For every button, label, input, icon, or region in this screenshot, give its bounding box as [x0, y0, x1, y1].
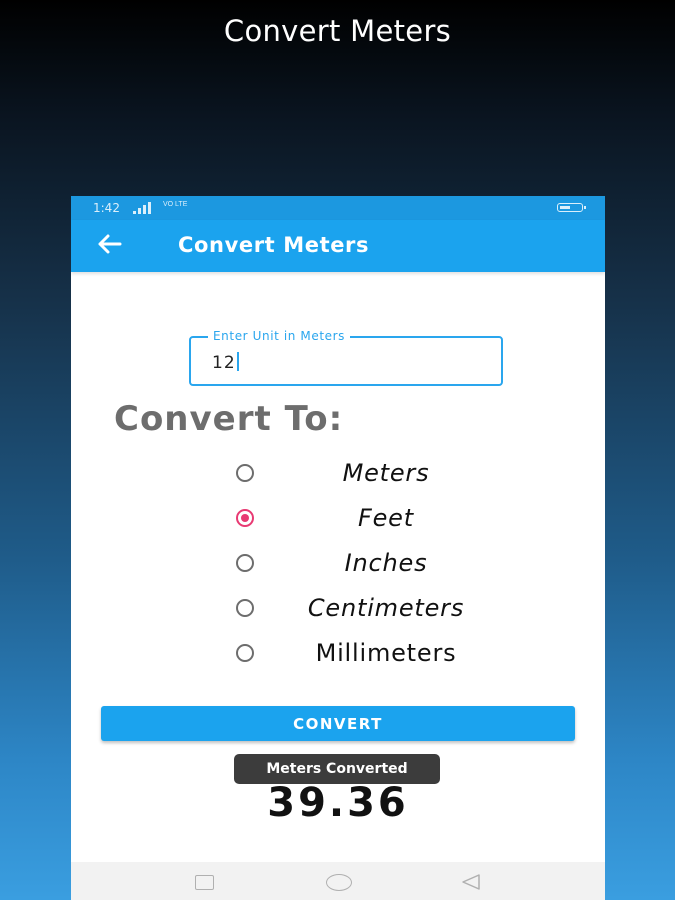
phone-screen: [71, 196, 605, 900]
meters-input-value[interactable]: [212, 352, 239, 373]
radio-button-feet[interactable]: [231, 509, 259, 529]
back-arrow-icon[interactable]: [95, 232, 123, 256]
status-bar: [71, 196, 605, 220]
radio-label-millimeters[interactable]: Millimeters: [315, 639, 457, 667]
text-cursor: [237, 352, 239, 371]
volte-icon: VO LTE: [163, 201, 188, 208]
radio-button-meters[interactable]: [231, 464, 259, 484]
meters-input[interactable]: [189, 329, 503, 386]
meters-input-text: 12: [212, 353, 236, 373]
radio-option-centimeters[interactable]: [71, 591, 605, 627]
radio-option-feet[interactable]: [71, 501, 605, 537]
meters-input-label: Enter Unit in Meters: [208, 329, 350, 343]
radio-option-meters[interactable]: [71, 456, 605, 492]
radio-label-feet[interactable]: Feet: [358, 504, 414, 532]
radio-option-millimeters[interactable]: [71, 636, 605, 672]
back-triangle-icon[interactable]: [459, 873, 483, 891]
convert-to-heading: Convert To:: [114, 399, 344, 439]
app-title: Convert Meters: [178, 233, 370, 257]
promo-title: Convert Meters: [223, 14, 452, 48]
status-time: 1:42: [93, 201, 120, 215]
signal-icon: [133, 202, 157, 214]
app-bar: [71, 220, 605, 272]
battery-icon: [557, 203, 583, 212]
radio-button-inches[interactable]: [231, 554, 259, 574]
radio-label-inches[interactable]: Inches: [344, 549, 428, 577]
toast-message: Meters Converted: [234, 754, 440, 784]
convert-button[interactable]: CONVERT: [101, 706, 575, 741]
radio-option-inches[interactable]: [71, 546, 605, 582]
radio-label-meters[interactable]: Meters: [342, 459, 430, 487]
conversion-result: 39.36: [267, 780, 409, 826]
radio-button-centimeters[interactable]: [231, 599, 259, 619]
radio-button-millimeters[interactable]: [231, 644, 259, 664]
recent-apps-icon[interactable]: [195, 875, 214, 890]
home-icon[interactable]: [326, 874, 352, 891]
radio-label-centimeters[interactable]: Centimeters: [307, 594, 465, 622]
system-nav-bar: [71, 862, 605, 900]
